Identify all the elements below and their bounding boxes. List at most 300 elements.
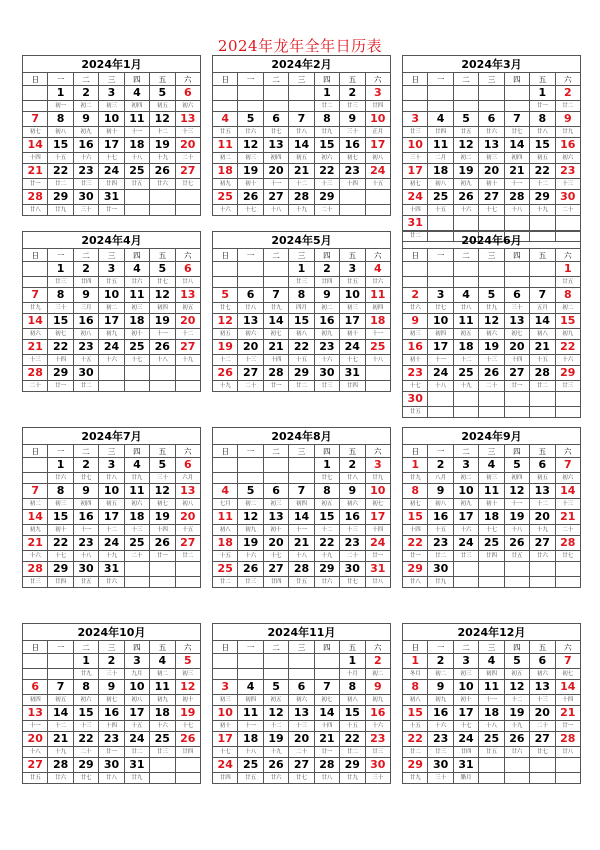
lunar-date: 廿三: [428, 747, 453, 758]
lunar-date: 初二: [428, 669, 453, 680]
lunar-date: 廿四: [365, 101, 390, 112]
day-number: 28: [263, 366, 288, 381]
day-number: 12: [504, 680, 529, 695]
day-number: 31: [99, 562, 124, 577]
lunar-date: 廿六: [48, 473, 73, 484]
lunar-date: 廿七: [428, 303, 453, 314]
day-number: 17: [365, 510, 390, 525]
day-number: 7: [314, 680, 339, 695]
lunar-date: 初十: [479, 179, 504, 190]
day-number: 14: [48, 706, 73, 721]
day-number: 27: [530, 536, 555, 551]
lunar-date: 初六: [23, 329, 48, 340]
day-number: 20: [530, 706, 555, 721]
lunar-date: 十三: [23, 355, 48, 366]
lunar-date: 初五: [530, 473, 555, 484]
day-number: [479, 86, 504, 101]
lunar-date: 十七: [403, 381, 428, 392]
lunar-date: [150, 205, 175, 216]
lunar-date: 初一: [48, 101, 73, 112]
month-block: [402, 427, 581, 588]
day-number: 13: [175, 112, 200, 127]
lunar-date: 廿五: [504, 551, 529, 562]
lunar-date: [124, 577, 149, 588]
day-number: 27: [23, 758, 48, 773]
lunar-date: [530, 577, 555, 588]
lunar-date: 廿一: [365, 551, 390, 562]
lunar-date: 初四: [238, 695, 263, 706]
lunar-date: 廿五: [340, 277, 365, 288]
lunar-date: 廿二: [175, 551, 200, 562]
day-number: [555, 758, 580, 773]
day-number: [263, 262, 288, 277]
lunar-date: 廿三: [73, 179, 98, 190]
lunar-date: [428, 277, 453, 288]
weekday-label: 二: [73, 641, 98, 654]
day-number: 25: [124, 340, 149, 355]
day-number: [150, 562, 175, 577]
lunar-date: 廿八: [365, 577, 390, 588]
lunar-date: 十九: [530, 525, 555, 536]
day-number: 22: [555, 340, 580, 355]
lunar-date: 廿七: [340, 577, 365, 588]
day-number: 12: [238, 138, 263, 153]
day-number: 7: [555, 654, 580, 669]
weekday-label: 三: [99, 641, 124, 654]
lunar-date: 十八: [479, 721, 504, 732]
lunar-date: 初八: [428, 499, 453, 510]
day-number: [238, 458, 263, 473]
lunar-date: 十六: [453, 205, 478, 216]
month-block: [212, 623, 391, 784]
month-title: 2024年7月: [23, 428, 201, 445]
day-number: 12: [453, 138, 478, 153]
lunar-date: 四月: [289, 303, 314, 314]
lunar-date: 二十: [555, 525, 580, 536]
day-number: 22: [73, 732, 98, 747]
day-number: 1: [340, 654, 365, 669]
lunar-date: 初六: [73, 695, 98, 706]
day-number: [175, 758, 200, 773]
day-number: 22: [289, 340, 314, 355]
lunar-date: 廿九: [340, 773, 365, 784]
weekday-label: 二: [263, 249, 288, 262]
lunar-date: [263, 669, 288, 680]
lunar-date: 十五: [175, 525, 200, 536]
day-number: 5: [213, 288, 238, 303]
day-number: 20: [175, 138, 200, 153]
weekday-label: 五: [150, 249, 175, 262]
day-number: 21: [23, 164, 48, 179]
day-number: 5: [150, 458, 175, 473]
day-number: 20: [175, 510, 200, 525]
day-number: 5: [504, 458, 529, 473]
lunar-date: 初五: [263, 695, 288, 706]
month-block: [402, 231, 581, 418]
day-number: 12: [504, 484, 529, 499]
weekday-label: 一: [48, 641, 73, 654]
month-block: [402, 55, 581, 242]
lunar-date: 廿一: [555, 721, 580, 732]
day-number: 3: [428, 288, 453, 303]
weekday-label: 一: [428, 641, 453, 654]
day-number: 18: [238, 732, 263, 747]
lunar-date: 十七: [124, 355, 149, 366]
day-number: 26: [150, 164, 175, 179]
lunar-date: 初六: [238, 329, 263, 340]
lunar-date: 十六: [150, 721, 175, 732]
day-number: 27: [479, 190, 504, 205]
day-number: [453, 262, 478, 277]
lunar-date: 初四: [23, 695, 48, 706]
day-number: 6: [504, 288, 529, 303]
day-number: 23: [428, 536, 453, 551]
day-number: 19: [504, 510, 529, 525]
lunar-date: 三十: [403, 153, 428, 164]
lunar-date: 初六: [124, 499, 149, 510]
day-number: 19: [213, 340, 238, 355]
day-number: 1: [530, 86, 555, 101]
day-number: 16: [340, 138, 365, 153]
day-number: [23, 458, 48, 473]
day-number: 30: [99, 758, 124, 773]
day-number: [175, 190, 200, 205]
day-number: 20: [479, 164, 504, 179]
lunar-date: 十三: [289, 721, 314, 732]
day-number: 8: [555, 288, 580, 303]
lunar-date: 初三: [340, 303, 365, 314]
day-number: [175, 366, 200, 381]
lunar-date: 廿七: [213, 303, 238, 314]
lunar-date: 十八: [365, 355, 390, 366]
lunar-date: 初七: [314, 695, 339, 706]
lunar-date: 廿三: [150, 747, 175, 758]
weekday-label: 五: [150, 445, 175, 458]
weekday-label: 日: [403, 445, 428, 458]
day-number: 10: [403, 138, 428, 153]
day-number: 15: [48, 510, 73, 525]
lunar-date: 廿六: [99, 577, 124, 588]
day-number: 21: [23, 340, 48, 355]
day-number: 16: [99, 706, 124, 721]
day-number: 4: [213, 112, 238, 127]
lunar-date: 十六: [365, 721, 390, 732]
lunar-date: [23, 669, 48, 680]
day-number: 15: [314, 138, 339, 153]
weekday-label: 四: [314, 641, 339, 654]
lunar-date: [150, 577, 175, 588]
page-title: 2024年龙年全年日历表: [217, 37, 383, 55]
lunar-date: 初四: [289, 499, 314, 510]
lunar-date: 初三: [479, 153, 504, 164]
day-number: 6: [530, 458, 555, 473]
lunar-date: [175, 381, 200, 392]
lunar-date: 十九: [530, 205, 555, 216]
lunar-date: [428, 407, 453, 418]
day-number: 3: [99, 262, 124, 277]
lunar-date: 三十: [150, 473, 175, 484]
lunar-date: 十九: [213, 381, 238, 392]
day-number: 3: [124, 654, 149, 669]
day-number: 23: [365, 732, 390, 747]
day-number: 18: [124, 314, 149, 329]
lunar-date: 初七: [263, 329, 288, 340]
weekday-label: 五: [530, 641, 555, 654]
lunar-date: 五月: [530, 303, 555, 314]
day-number: 12: [175, 680, 200, 695]
lunar-date: 初九: [555, 329, 580, 340]
day-number: 19: [453, 164, 478, 179]
day-number: 3: [365, 86, 390, 101]
day-number: [479, 216, 504, 231]
day-number: 17: [365, 138, 390, 153]
lunar-date: 廿七: [289, 773, 314, 784]
lunar-date: 初二: [453, 153, 478, 164]
lunar-date: 初二: [453, 473, 478, 484]
lunar-date: [340, 205, 365, 216]
day-number: 6: [175, 458, 200, 473]
lunar-date: 二十: [124, 551, 149, 562]
lunar-date: 廿七: [314, 473, 339, 484]
lunar-date: 初五: [150, 101, 175, 112]
lunar-date: 廿一: [263, 381, 288, 392]
day-number: 5: [175, 654, 200, 669]
lunar-date: 廿一: [504, 381, 529, 392]
day-number: 5: [504, 654, 529, 669]
day-number: 1: [48, 86, 73, 101]
weekday-label: 五: [150, 73, 175, 86]
lunar-date: 初二: [150, 669, 175, 680]
day-number: 2: [73, 86, 98, 101]
day-number: [238, 262, 263, 277]
day-number: 22: [403, 536, 428, 551]
day-number: 3: [365, 458, 390, 473]
lunar-date: 廿五: [124, 179, 149, 190]
lunar-date: 廿二: [403, 747, 428, 758]
weekday-label: 三: [479, 445, 504, 458]
day-number: [453, 392, 478, 407]
day-number: 11: [479, 680, 504, 695]
day-number: 13: [238, 314, 263, 329]
lunar-date: 廿六: [238, 127, 263, 138]
weekday-label: 二: [263, 73, 288, 86]
weekday-label: 五: [530, 445, 555, 458]
lunar-date: 十二: [289, 179, 314, 190]
day-number: 12: [150, 112, 175, 127]
day-number: 9: [428, 680, 453, 695]
lunar-date: 初八: [48, 127, 73, 138]
lunar-date: 十九: [99, 551, 124, 562]
day-number: 8: [314, 112, 339, 127]
lunar-date: 廿四: [99, 179, 124, 190]
lunar-date: 十七: [238, 205, 263, 216]
day-number: 10: [340, 288, 365, 303]
day-number: 14: [555, 680, 580, 695]
day-number: 8: [289, 288, 314, 303]
day-number: 11: [213, 138, 238, 153]
weekday-label: 一: [428, 249, 453, 262]
lunar-date: 十九: [48, 747, 73, 758]
day-number: 8: [314, 484, 339, 499]
day-number: 14: [289, 510, 314, 525]
day-number: 13: [175, 484, 200, 499]
lunar-date: [479, 101, 504, 112]
day-number: [340, 190, 365, 205]
lunar-date: 廿二: [289, 381, 314, 392]
lunar-date: 廿八: [99, 473, 124, 484]
day-number: 20: [289, 732, 314, 747]
day-number: 8: [530, 112, 555, 127]
day-number: 13: [175, 288, 200, 303]
lunar-date: 二十: [314, 205, 339, 216]
weekday-label: 三: [289, 641, 314, 654]
day-number: [124, 190, 149, 205]
lunar-date: 初八: [428, 179, 453, 190]
day-number: 14: [23, 510, 48, 525]
lunar-date: 十六: [73, 153, 98, 164]
lunar-date: 十六: [23, 551, 48, 562]
day-number: 20: [530, 510, 555, 525]
day-number: 30: [340, 562, 365, 577]
lunar-date: 廿一: [48, 381, 73, 392]
month-block: [22, 427, 201, 588]
lunar-date: 三十: [48, 303, 73, 314]
lunar-date: 初七: [365, 499, 390, 510]
day-number: 13: [530, 680, 555, 695]
lunar-date: 十二: [48, 721, 73, 732]
lunar-date: 十四: [403, 525, 428, 536]
day-number: 8: [73, 680, 98, 695]
lunar-date: 十三: [530, 695, 555, 706]
day-number: 3: [213, 680, 238, 695]
day-number: 5: [453, 112, 478, 127]
lunar-date: [23, 277, 48, 288]
day-number: 10: [365, 112, 390, 127]
day-number: 2: [365, 654, 390, 669]
lunar-date: 正月: [365, 127, 390, 138]
lunar-date: 廿五: [453, 127, 478, 138]
day-number: 24: [213, 758, 238, 773]
day-number: 8: [48, 288, 73, 303]
day-number: 17: [453, 510, 478, 525]
lunar-date: 十一: [289, 525, 314, 536]
lunar-date: [175, 577, 200, 588]
lunar-date: 十五: [365, 179, 390, 190]
lunar-date: 十二: [175, 329, 200, 340]
lunar-date: [213, 101, 238, 112]
day-number: 14: [23, 314, 48, 329]
lunar-date: 廿四: [428, 127, 453, 138]
lunar-date: [479, 577, 504, 588]
day-number: [23, 86, 48, 101]
weekday-label: 六: [555, 445, 580, 458]
day-number: 17: [213, 732, 238, 747]
lunar-date: 十七: [213, 747, 238, 758]
lunar-date: 十八: [73, 551, 98, 562]
lunar-date: 廿五: [99, 277, 124, 288]
day-number: 29: [48, 562, 73, 577]
lunar-date: 二十: [23, 381, 48, 392]
day-number: 18: [150, 706, 175, 721]
lunar-date: [555, 773, 580, 784]
lunar-date: 廿八: [99, 773, 124, 784]
day-number: 24: [453, 732, 478, 747]
lunar-date: 初九: [99, 329, 124, 340]
lunar-date: [555, 577, 580, 588]
lunar-date: 十四: [263, 355, 288, 366]
day-number: 24: [453, 536, 478, 551]
weekday-label: 日: [403, 249, 428, 262]
day-number: 9: [73, 112, 98, 127]
day-number: 2: [340, 458, 365, 473]
lunar-date: 十一: [365, 329, 390, 340]
day-number: 6: [479, 112, 504, 127]
weekday-label: 四: [504, 249, 529, 262]
lunar-date: 十三: [340, 525, 365, 536]
day-number: 14: [530, 314, 555, 329]
day-number: [428, 262, 453, 277]
day-number: 18: [124, 138, 149, 153]
day-number: 10: [99, 484, 124, 499]
lunar-date: 廿四: [213, 773, 238, 784]
lunar-date: 十七: [479, 525, 504, 536]
lunar-date: 初三: [213, 695, 238, 706]
day-number: 14: [23, 138, 48, 153]
day-number: 30: [314, 366, 339, 381]
lunar-date: 廿五: [213, 127, 238, 138]
day-number: 8: [48, 112, 73, 127]
day-number: 16: [365, 706, 390, 721]
lunar-date: 廿九: [314, 127, 339, 138]
lunar-date: 廿六: [530, 551, 555, 562]
day-number: 13: [23, 706, 48, 721]
day-number: 10: [453, 680, 478, 695]
month-block: [22, 623, 201, 784]
day-number: 10: [453, 484, 478, 499]
day-number: [530, 562, 555, 577]
day-number: 1: [314, 86, 339, 101]
day-number: 21: [504, 164, 529, 179]
day-number: [289, 458, 314, 473]
day-number: 11: [238, 706, 263, 721]
lunar-date: 廿六: [403, 303, 428, 314]
day-number: 18: [213, 536, 238, 551]
lunar-date: 初六: [314, 153, 339, 164]
lunar-date: 廿七: [504, 127, 529, 138]
weekday-label: 六: [365, 445, 390, 458]
lunar-date: 十三: [124, 525, 149, 536]
day-number: 27: [263, 190, 288, 205]
day-number: 16: [73, 138, 98, 153]
weekday-label: 日: [23, 641, 48, 654]
day-number: 28: [504, 190, 529, 205]
day-number: 26: [504, 732, 529, 747]
lunar-date: 十七: [479, 205, 504, 216]
day-number: 17: [453, 706, 478, 721]
lunar-date: 十六: [453, 525, 478, 536]
weekday-label: 五: [340, 641, 365, 654]
lunar-date: 初十: [213, 721, 238, 732]
lunar-date: 十五: [340, 721, 365, 732]
day-number: 4: [428, 112, 453, 127]
month-block: [22, 55, 201, 216]
lunar-date: 初三: [453, 669, 478, 680]
weekday-label: 二: [453, 641, 478, 654]
day-number: 24: [403, 190, 428, 205]
weekday-label: 五: [150, 641, 175, 654]
lunar-date: 十八: [124, 153, 149, 164]
lunar-date: 廿三: [340, 101, 365, 112]
